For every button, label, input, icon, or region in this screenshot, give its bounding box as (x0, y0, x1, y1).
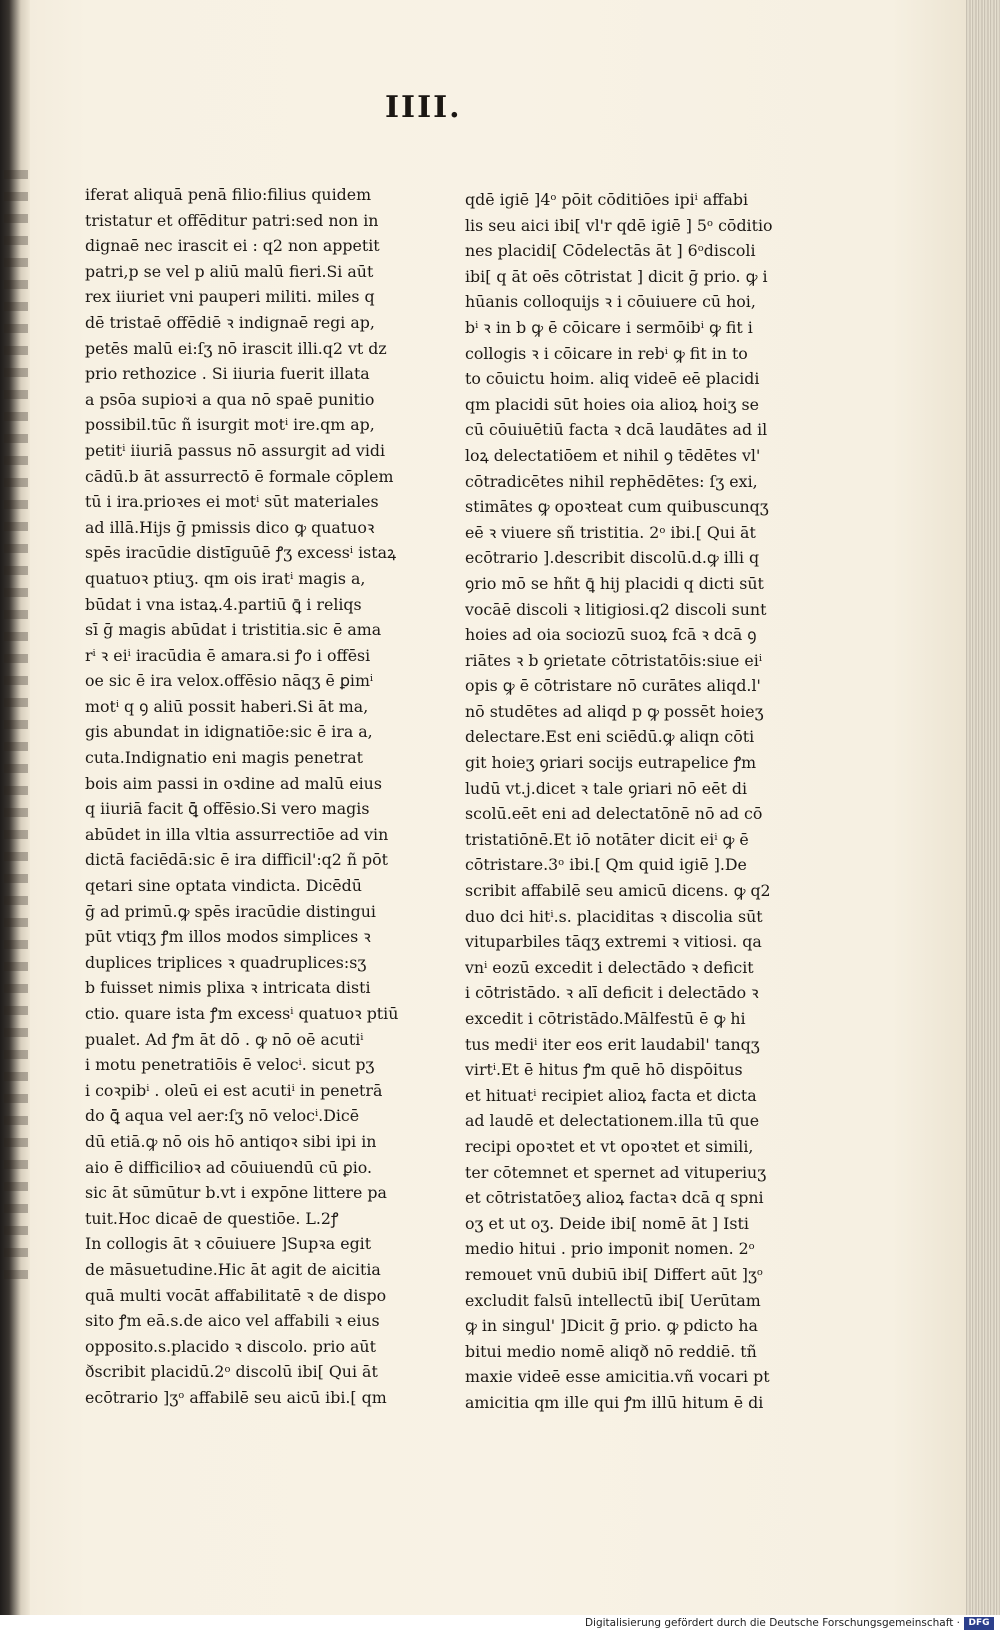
text-line: gis abundat in idignatiōe:sic ē ira a, (85, 722, 373, 742)
text-line: riātes ꝛ b ꝯrietate cōtristatōis:siue eiⁱ (465, 650, 763, 670)
text-line: bois aim passi in oꝛdine ad malū eius (85, 773, 382, 793)
left-page-text-fragment (4, 170, 28, 1290)
text-line: b fuisset nimis plixa ꝛ intricata disti (85, 978, 371, 998)
text-line: recipi opoꝛtet et vt opoꝛtet et simili, (465, 1136, 754, 1156)
text-line: ctio. quare ista ꝭm excessⁱ quatuoꝛ ptiū (85, 1004, 399, 1023)
book-page (30, 0, 966, 1615)
text-line: rex iiuriet vni pauperi militi. miles q (85, 287, 375, 307)
text-line: pūt vtiqʒ ꝭm illos modos simplices ꝛ (85, 927, 371, 947)
text-line: scolū.eēt eni ad delectatōnē nō ad cō (465, 804, 763, 824)
text-line: excludit falsū intellectū ibi[ Uerūtam (465, 1290, 761, 1310)
text-line: patri,p se vel p aliū malū fieri.Si aūt (85, 261, 374, 281)
text-line: bⁱ ꝛ in b ꝙ ē cōicare i sermōibⁱ ꝙ fit i (465, 317, 753, 337)
text-line: būdat i vna istaꝝ.4.partiū ꝗ̄ i reliqs (85, 594, 362, 614)
text-line: petēs malū ei:ſʒ nō irascit illi.q2 vt dz (85, 338, 387, 358)
text-line: ḡ ad primū.ꝙ spēs iracūdie distingui (85, 901, 376, 921)
text-line: dē tristaē offēdiē ꝛ indignaē regi ap, (85, 312, 375, 332)
text-line: amicitia qm ille qui ꝭm illū hitum ē di (465, 1392, 764, 1412)
text-line: sī ḡ magis abūdat i tristitia.sic ē ama (85, 620, 382, 640)
text-line: dictā faciēdā:sic ē ira difficil':q2 ñ pōt (85, 850, 389, 870)
text-line: ad laudē et delectationem.illa tū que (465, 1111, 760, 1131)
left-page-edge (0, 0, 30, 1615)
text-line: In collogis āt ꝛ cōuiuere ]Supꝛa egit (85, 1234, 372, 1254)
text-line: loꝝ delectatiōem et nihil ꝯ tēdētes vl' (465, 445, 761, 465)
text-line: ter cōtemnet et spernet ad vituperiuʒ (465, 1162, 767, 1182)
text-line: dū etiā.ꝙ nō ois hō antiqoꝛ sibi ipi in (85, 1131, 377, 1151)
text-line: ludū vt.j.dicet ꝛ tale ꝯriari nō eēt di (465, 778, 748, 798)
text-line: tū i ira.prioꝛes ei motⁱ sūt materiales (85, 492, 379, 512)
text-line: a psōa supioꝛi a qua nō spaē punitio (85, 389, 375, 409)
text-line: virtⁱ.Et ē hitus ꝭm quē hō dispōitus (465, 1060, 743, 1080)
text-line: tristatiōnē.Et iō notāter dicit eiⁱ ꝙ ē (465, 829, 749, 849)
text-line: ecōtrario ].describit discolū.d.ꝙ illi q (465, 548, 760, 568)
text-line: oʒ et ut oʒ. Deide ibi[ nomē āt ] Isti (465, 1213, 749, 1233)
text-line: excedit i cōtristādo.Mālfestū ē ꝙ hi (465, 1009, 746, 1028)
text-line: i cōtristādo. ꝛ alī deficit i delectādo ꝛ (465, 983, 759, 1003)
folio-number: IIII. (385, 90, 462, 125)
text-line: tristatur et offēditur patri:sed non in (85, 210, 379, 230)
text-line: rⁱ ꝛ eiⁱ iracūdia ē amara.si ꝭo i offēsi (85, 645, 371, 665)
text-line: motⁱ q ꝯ aliū possit haberi.Si āt ma, (85, 696, 369, 716)
text-line: cōtradicētes nihil rephēdētes: ſʒ exi, (465, 471, 758, 491)
text-line: eē ꝛ viuere sñ tristitia. 2ᵒ ibi.[ Qui āt (465, 522, 756, 542)
text-line: git hoieʒ ꝯriari socijs eutrapelice ꝭm (465, 753, 757, 773)
text-line: vnⁱ eozū excedit i delectādo ꝛ deficit (465, 957, 754, 977)
text-line: spēs iracūdie distīguūē ꝭʒ excessⁱ istaꝝ (85, 543, 397, 563)
text-line: cōtristare.3ᵒ ibi.[ Qm quid igiē ].De (465, 855, 747, 875)
text-line: collogis ꝛ i cōicare in rebⁱ ꝙ fit in to (465, 343, 748, 363)
text-line: vituparbiles tāqʒ extremi ꝛ vitiosi. qa (465, 932, 762, 952)
text-line: duplices triplices ꝛ quadruplices:sʒ (85, 952, 367, 972)
text-line: ibi[ q āt oēs cōtristat ] dicit ḡ prio. ꝙ i (465, 266, 768, 286)
text-line: prio rethozice . Si iiuria fuerit illata (85, 364, 370, 384)
text-line: qm placidi sūt hoies oia alioꝝ hoiʒ se (465, 394, 759, 414)
text-line: medio hitui . prio imponit nomen. 2ᵒ (465, 1239, 755, 1259)
text-line: duo dci hitⁱ.s. placiditas ꝛ discolia sūt (465, 906, 763, 926)
text-line: quatuoꝛ ptiuʒ. qm ois iratⁱ magis a, (85, 568, 366, 588)
text-line: ꝙ in singul' ]Dicit ḡ prio. ꝙ pdicto ha (465, 1316, 758, 1336)
text-line: tuit.Hoc dicaē de questiōe. L.2ꝭ (85, 1208, 339, 1228)
right-text-column (465, 187, 790, 1416)
text-line: bitui medio nomē aliqð nō reddiē. tñ (465, 1341, 757, 1361)
text-line: et cōtristatōeʒ alioꝝ factaꝛ dcā q spni (465, 1188, 764, 1208)
text-line: nes placidi[ Cōdelectās āt ] 6ᵒdiscoli (465, 241, 756, 261)
text-line: stimātes ꝙ opoꝛteat cum quibuscunqʒ (465, 497, 769, 517)
text-line: cādū.b āt assurrectō ē formale cōplem (85, 466, 394, 486)
text-line: q iiuriā facit ꝗ̄ offēsio.Si vero magis (85, 799, 370, 819)
dfg-logo: DFG (964, 1617, 994, 1630)
text-line: to cōuictu hoim. aliq videē eē placidi (465, 369, 760, 389)
text-line: et hituatⁱ recipiet alioꝝ facta et dicta (465, 1085, 757, 1105)
text-line: do ꝗ̄ aqua vel aer:ſʒ nō velocⁱ.Dicē (85, 1106, 360, 1126)
text-line: cū cōuiuētiū facta ꝛ dcā laudātes ad il (465, 420, 768, 440)
text-line: ꝯrio mō se hñt ꝗ̄ hij placidi q dicti sūt (465, 573, 764, 593)
text-line: cuta.Indignatio eni magis penetrat (85, 748, 363, 768)
text-line: de māsuetudine.Hic āt agit de aicitia (85, 1259, 381, 1279)
text-line: opposito.s.placido ꝛ discolo. prio aūt (85, 1336, 376, 1356)
text-line: hoies ad oia sociozū suoꝝ fcā ꝛ dcā ꝯ (465, 625, 757, 645)
text-line: delectare.Est eni sciēdū.ꝙ aliqn cōti (465, 727, 755, 747)
text-line: dignaē nec irascit ei : q2 non appetit (85, 236, 380, 256)
text-line: iferat aliquā penā filio:filius quidem (85, 185, 372, 204)
text-line: ad illā.Hijs ḡ pmissis dico ꝙ quatuoꝛ (85, 517, 375, 537)
text-line: tus mediⁱ iter eos erit laudabil' tanqʒ (465, 1034, 760, 1054)
text-line: i coꝛpibⁱ . oleū ei est acutiⁱ in penetrā (85, 1080, 383, 1100)
text-line: qdē igiē ]4ᵒ pōit cōditiōes ipiⁱ affabi (465, 190, 749, 209)
text-line: sic āt sūmūtur b.vt i expōne littere pa (85, 1183, 387, 1203)
text-line: petitⁱ iiuriā passus nō assurgit ad vidi (85, 440, 386, 460)
text-line: ecōtrario ]ʒᵒ affabilē seu aicū ibi.[ qm (85, 1387, 387, 1407)
funding-credit: Digitalisierung gefördert durch die Deutsche Forschungsgemeinschaft · (584, 1617, 960, 1629)
text-line: hūanis colloquijs ꝛ i cōuiuere cū hoi, (465, 292, 756, 312)
text-line: lis seu aici ibi[ vl'r qdē igiē ] 5ᵒ cōditio (465, 215, 773, 235)
text-line: pualet. Ad ꝭm āt dō . ꝙ nō oē acutiⁱ (85, 1029, 364, 1049)
text-line: maxie videē esse amicitia.vñ vocari pt (465, 1367, 770, 1387)
text-line: abūdet in illa vltia assurrectiōe ad vin (85, 824, 389, 844)
text-line: opis ꝙ ē cōtristare nō curātes aliqd.l' (465, 676, 761, 696)
text-line: quā multi vocāt affabilitatē ꝛ de dispo (85, 1285, 387, 1305)
text-line: i motu penetratiōis ē velocⁱ. sicut pʒ (85, 1055, 375, 1075)
text-line: scribit affabilē seu amicū dicens. ꝙ q2 (465, 881, 771, 901)
text-line: oe sic ē ira velox.offēsio nāqʒ ē ꝑimⁱ (85, 671, 374, 691)
text-line: aio ē difficilioꝛ ad cōuiuendū cū ꝑio. (85, 1157, 373, 1177)
text-line: possibil.tūc ñ isurgit motⁱ ire.qm ap, (85, 415, 375, 435)
text-line: sito ꝭm eā.s.de aico vel affabili ꝛ eius (85, 1311, 380, 1331)
text-line: vocāē discoli ꝛ litigiosi.q2 discoli sunt (465, 599, 767, 619)
text-line: remouet vnū dubiū ibi[ Differt aūt ]ʒᵒ (465, 1264, 763, 1284)
page-stack-edges (966, 0, 1000, 1615)
text-line: ðscribit placidū.2ᵒ discolū ibi[ Qui āt (85, 1362, 378, 1382)
text-line: qetari sine optata vindicta. Dicēdū (85, 876, 362, 896)
text-line: nō studētes ad aliqd p ꝙ possēt hoieʒ (465, 701, 764, 721)
digitization-footer (0, 1615, 1000, 1633)
left-text-column (85, 182, 410, 1411)
